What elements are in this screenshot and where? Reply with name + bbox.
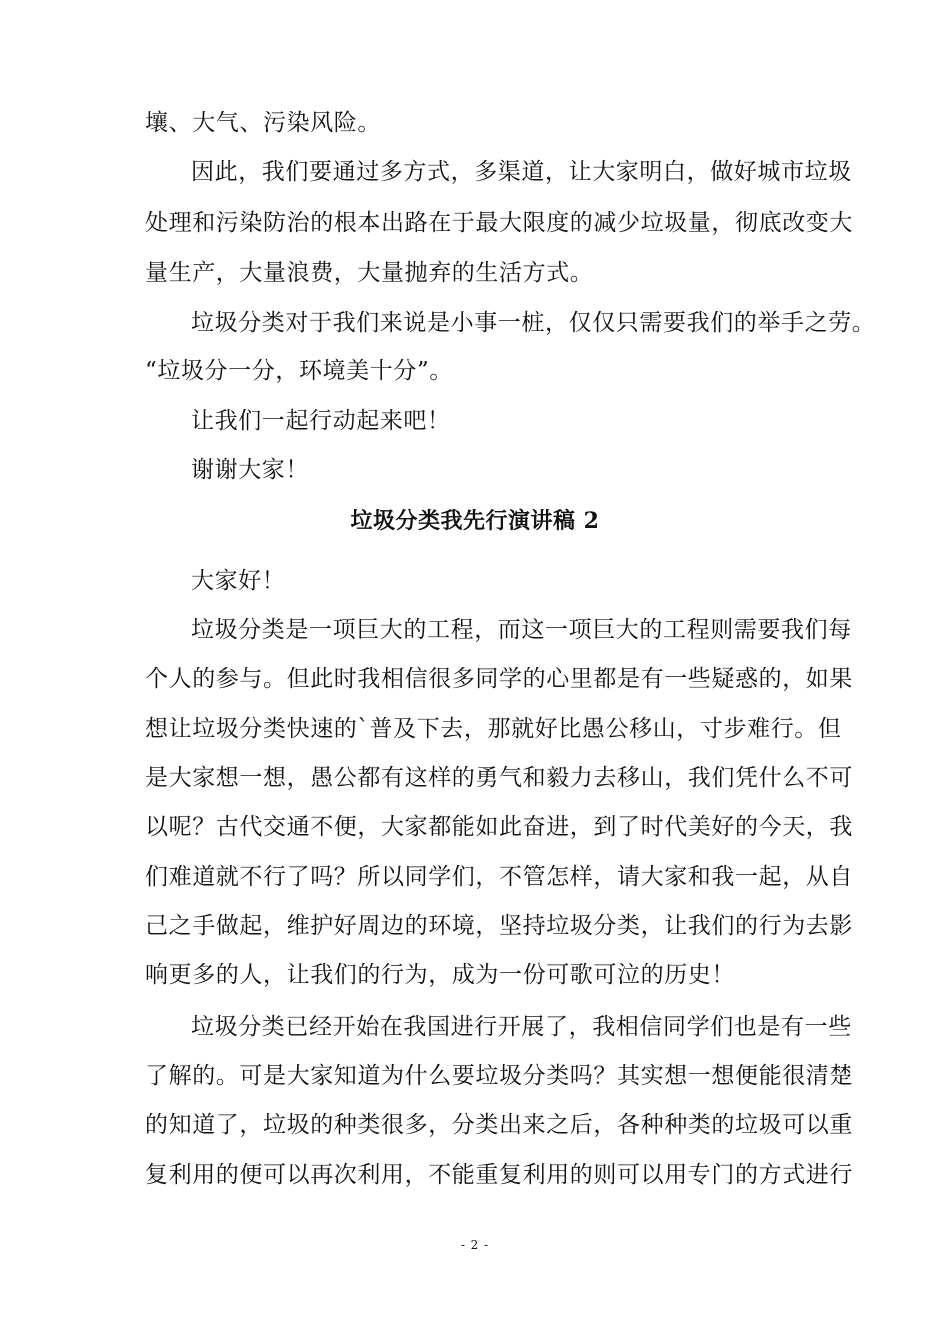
text-line: 谢谢大家！ xyxy=(191,457,309,483)
text-line: 因此，我们要通过多方式，多渠道，让大家明白，做好城市垃圾 xyxy=(191,159,852,185)
text-line: 想让垃圾分类快速的`普及下去，那就好比愚公移山，寸步难行。但 xyxy=(145,716,842,742)
text-line: 大家好！ xyxy=(191,568,286,594)
text-line: 了解的。可是大家知道为什么要垃圾分类吗？其实想一想便能很清楚 xyxy=(145,1063,853,1089)
text-line: “垃圾分一分，环境美十分”。 xyxy=(145,358,453,384)
page-number: - 2 - xyxy=(460,1238,490,1252)
text-line: 垃圾分类已经开始在我国进行开展了，我相信同学们也是有一些 xyxy=(191,1014,852,1040)
text-line: 垃圾分类是一项巨大的工程，而这一项巨大的工程则需要我们每 xyxy=(191,617,852,643)
text-line: 的知道了，垃圾的种类很多，分类出来之后，各种种类的垃圾可以重 xyxy=(145,1112,853,1138)
text-line: 垃圾分类对于我们来说是小事一桩，仅仅只需要我们的举手之劳。 xyxy=(191,310,876,336)
text-line: 处理和污染防治的根本出路在于最大限度的减少垃圾量，彻底改变大 xyxy=(145,210,853,236)
text-line: 己之手做起，维护好周边的环境，坚持垃圾分类，让我们的行为去影 xyxy=(145,913,853,939)
text-line: 个人的参与。但此时我相信很多同学的心里都是有一些疑惑的，如果 xyxy=(145,666,853,692)
section-title: 垃圾分类我先行演讲稿 2 xyxy=(350,508,600,534)
text-line: 壤、大气、污染风险。 xyxy=(145,110,381,136)
text-line: 复利用的便可以再次利用，不能重复利用的则可以用专门的方式进行 xyxy=(145,1162,853,1188)
text-line: 以呢？古代交通不便，大家都能如此奋进，到了时代美好的今天，我 xyxy=(145,814,853,840)
text-line: 响更多的人，让我们的行为，成为一份可歌可泣的历史！ xyxy=(145,962,735,988)
text-line: 是大家想一想，愚公都有这样的勇气和毅力去移山，我们凭什么不可 xyxy=(145,765,853,791)
text-line: 让我们一起行动起来吧！ xyxy=(191,408,451,434)
text-line: 们难道就不行了吗？所以同学们，不管怎样，请大家和我一起，从自 xyxy=(145,864,853,890)
text-line: 量生产，大量浪费，大量抛弃的生活方式。 xyxy=(145,260,594,286)
